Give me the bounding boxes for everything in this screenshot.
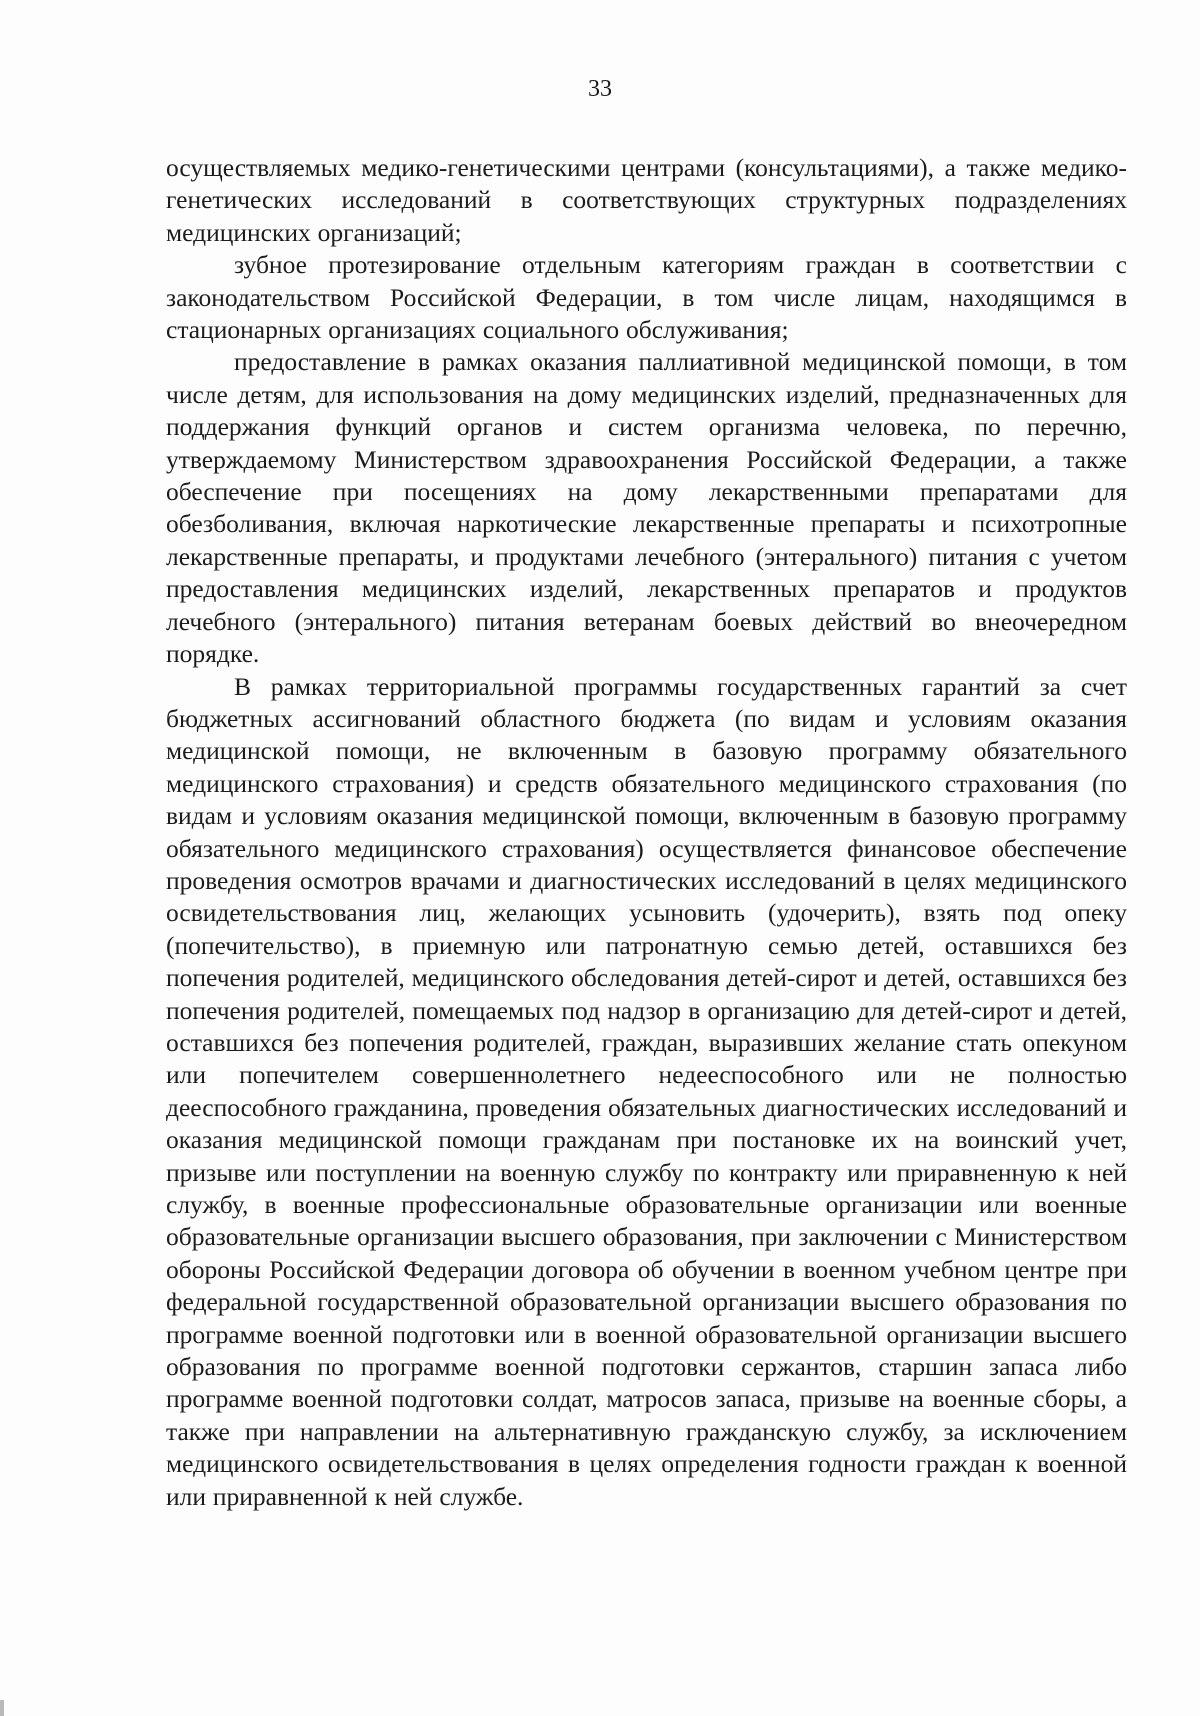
paragraph-dental-prosthetics: зубное протезирование отдельным категориям граждан в соответствии с законодательством Российской Федерации, в том числе лицам, находящимся в стационарных организациях социального обслуживания; bbox=[166, 250, 1127, 345]
paragraph-territorial-program: В рамках территориальной программы государственных гарантий за счет бюджетных ассигнований областного бюджета (по видам и условиям оказания медицинской помощи, не включенным в базовую программу обязательного медицинского страхования) и средств обязательного медицинского страхования (по видам и условиям оказания медицинской помощи, включенным в базовую программу обязательного медицинского страхования) осуществляется финансовое обеспечение проведения осмотров врачами и диагностических исследований в целях медицинского освидетельствования лиц, желающих усыновить (удочерить), взять под опеку (попечительство), в приемную или патронатную семью детей, оставшихся без попечения родителей, медицинского обследования детей-сирот и детей, оставшихся без попечения родителей, помещаемых под надзор в организацию для детей-сирот и детей, оставшихся без попечения родителей, граждан, выразивших желание стать опекуном или попечителем совершеннолетнего недееспособного или не полностью дееспособного гражданина, проведения обязательных диагностических исследований и оказания медицинской помощи гражданам при постановке их на воинский учет, призыве или поступлении на военную службу по контракту или приравненную к ней службу, в военные профессиональные образовательные организации или военные образовательные организации высшего образования, при заключении с Министерством обороны Российской Федерации договора об обучении в военном учебном центре при федеральной государственной образовательной организации высшего образования по программе военной подготовки или в военной образовательной организации высшего образования по программе военной подготовки сержантов, старшин запаса либо программе военной подготовки солдат, матросов запаса, призыве на военные сборы, а также при направлении на альтернативную гражданскую службу, за исключением медицинского освидетельствования в целях определения годности граждан к военной или приравненной к ней службе. bbox=[166, 671, 1127, 1511]
paragraph-genetics-continuation: осуществляемых медико-генетическими центрами (консультациями), а также медико-генетических исследований в соответствующих структурных подразделениях медицинских организаций; bbox=[166, 153, 1127, 247]
paragraph-palliative-care: предоставление в рамках оказания паллиативной медицинской помощи, в том числе детям, для использования на дому медицинских изделий, предназначенных для поддержания функций органов и систем организма человека, по перечню, утверждаемому Министерством здравоохранения Российской Федерации, а также обеспечение при посещениях на дому лекарственными препаратами для обезболивания, включая наркотические лекарственные препараты и психотропные лекарственные препараты, и продуктами лечебного (энтерального) питания с учетом предоставления медицинских изделий, лекарственных препаратов и продуктов лечебного (энтерального) питания ветеранам боевых действий во внеочередном порядке. bbox=[166, 347, 1127, 669]
page-number: 33 bbox=[588, 76, 612, 102]
document-body bbox=[166, 152, 1127, 1513]
scan-edge-mark bbox=[0, 1700, 4, 1716]
